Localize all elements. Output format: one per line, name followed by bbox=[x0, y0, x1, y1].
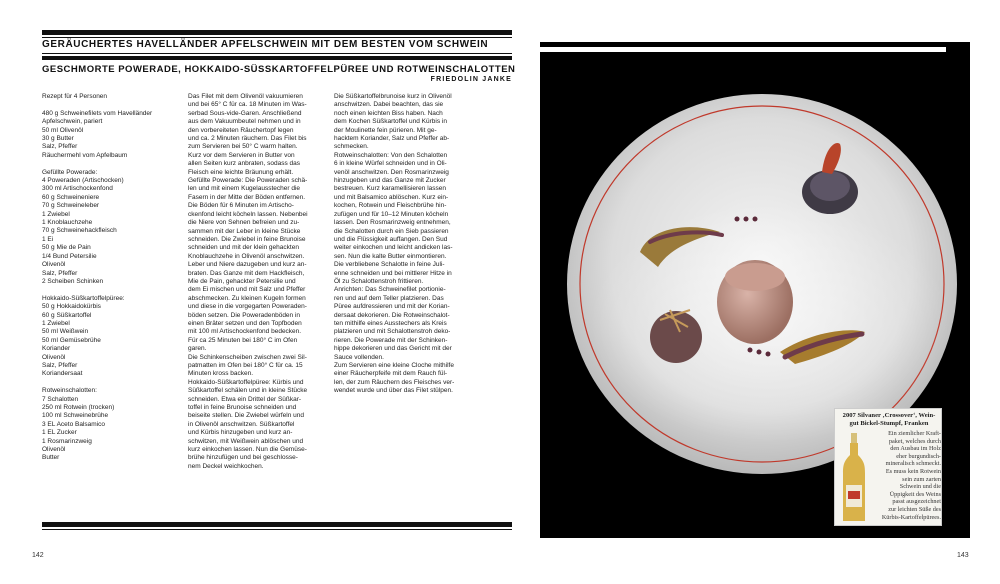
wine-title bbox=[837, 412, 941, 428]
text-line: 1 Rosmarinzweig bbox=[42, 437, 92, 445]
text-line: schmecken. bbox=[334, 143, 369, 151]
text-line: Koriandersaat bbox=[42, 370, 83, 378]
text-line: platzieren und mit Schalottenstroh deko- bbox=[334, 328, 451, 336]
text-line: 1 Zwiebel bbox=[42, 210, 70, 218]
text-line: 50 g Hokkaidokürbis bbox=[42, 303, 101, 311]
top-rule-thin bbox=[42, 37, 512, 38]
text-line: 60 g Süßkartoffel bbox=[42, 311, 92, 319]
text-line: len und mit einem Kugelausstecher die bbox=[188, 185, 301, 193]
text-line: 6 in kleine Würfel schneiden und in Oli- bbox=[334, 160, 447, 168]
text-line: venöl anschwitzen. Den Rosmarinzweig bbox=[334, 168, 449, 176]
text-line: 100 ml Schweinebrühe bbox=[42, 412, 109, 420]
text-line: 7 Schalotten bbox=[42, 395, 79, 403]
sauce-dot bbox=[757, 350, 762, 355]
text-line: ren und auf dem Teller platzieren. Das bbox=[334, 294, 444, 302]
text-line: toffel in feine Brunoise schneiden und bbox=[188, 404, 297, 412]
wine-text-line: paket, welches durch bbox=[888, 437, 941, 445]
page-number-right: 143 bbox=[957, 552, 969, 559]
text-line: noch einen leichten Biss haben. Nach bbox=[334, 109, 443, 117]
text-line: zufügen und für 10–12 Minuten köcheln bbox=[334, 210, 449, 218]
text-line: 2 Scheiben Schinken bbox=[42, 277, 104, 285]
text-line: und bei 65° C für ca. 18 Minuten im Was- bbox=[188, 101, 307, 109]
text-line: schneiden und mit der klein gehackten bbox=[188, 244, 299, 252]
text-line bbox=[42, 379, 172, 387]
text-line: den vorbereiteten Räuchertopf legen bbox=[188, 126, 294, 134]
text-line: patmatten im Ofen bei 180° C für ca. 15 bbox=[188, 362, 303, 369]
wine-text-line: zur leichten Süße des bbox=[888, 505, 941, 513]
wine-text-line: Üppigkeit des Weins bbox=[889, 490, 941, 498]
text-line: Süßkartoffel schälen und in kleine Stücke bbox=[188, 387, 308, 395]
sauce-dot bbox=[744, 217, 749, 222]
text-line: lassen. Den Rosmarinzweig entnehmen, bbox=[334, 219, 451, 227]
text-line: und die Flüssigkeit auffangen. Den Sud bbox=[334, 235, 448, 243]
text-line: Das Filet mit dem Olivenöl vakuumieren bbox=[188, 93, 303, 100]
page-number-left: 142 bbox=[32, 552, 44, 559]
wine-text-line: sein zum zarten bbox=[902, 475, 941, 483]
text-line: Rotweinschalotten: bbox=[42, 387, 97, 395]
top-rule-thick bbox=[42, 30, 512, 35]
text-line: Die Schinkenscheiben zwischen zwei Sil- bbox=[188, 353, 307, 361]
sauce-dot bbox=[766, 352, 771, 357]
text-line: Knoblauchzehe in Olivenöl anschwitzen. bbox=[188, 252, 305, 260]
text-line: die Schalotten durch ein Sieb passieren bbox=[334, 227, 449, 235]
text-line: einen Bräter setzen und den Topfboden bbox=[188, 319, 302, 327]
text-line: 50 ml Olivenöl bbox=[42, 126, 84, 134]
text-line: 50 ml Gemüsebrühe bbox=[42, 336, 101, 344]
panel-stripe-top bbox=[540, 42, 970, 47]
text-line: Olivenöl bbox=[42, 353, 66, 361]
text-line: in Olivenöl anschwitzen. Süßkartoffel bbox=[188, 420, 295, 428]
text-line: Butter bbox=[42, 454, 60, 462]
text-line: 480 g Schweinefilets vom Havelländer bbox=[42, 109, 153, 117]
wine-bottle-image bbox=[839, 433, 869, 523]
text-line: Salz, Pfeffer bbox=[42, 361, 78, 369]
text-line: wendet wurde und über das Filet stülpen. bbox=[334, 387, 453, 395]
text-line: 1/4 Bund Petersilie bbox=[42, 252, 97, 260]
title-rule-thick bbox=[42, 56, 512, 60]
text-line: dem Kochen Süßkartoffel und Kürbis in bbox=[334, 118, 447, 126]
sauce-dot bbox=[748, 348, 753, 353]
text-line: Olivenöl bbox=[42, 446, 66, 453]
text-line: böden setzen. Die Poweradenböden in bbox=[188, 311, 301, 319]
text-line: garen. bbox=[188, 345, 207, 353]
text-line: 1 Knoblauchzehe bbox=[42, 219, 93, 227]
text-line: 1 Zwiebel bbox=[42, 319, 70, 327]
text-line: beiseite stellen. Die Zwiebel würfeln und bbox=[188, 412, 304, 420]
text-line bbox=[42, 160, 172, 168]
wine-text-line: Es muss kein Rotwein bbox=[885, 467, 941, 475]
text-line: kurz einkochen lassen. Nun die Gemüse- bbox=[188, 446, 307, 454]
wine-recommendation bbox=[834, 408, 942, 526]
text-line: 70 g Schweinehackfleisch bbox=[42, 227, 117, 235]
wine-text-line: Schwein und die bbox=[899, 483, 941, 491]
text-line: die Niere von Sehnen befreien und zu- bbox=[188, 219, 300, 227]
sauce-dot bbox=[735, 217, 740, 222]
text-line: Gefüllte Powerade: Die Poweraden schä- bbox=[188, 177, 308, 185]
text-line: Leber und Niere dazugeben und kurz an- bbox=[188, 261, 307, 269]
text-line: 70 g Schweineleber bbox=[42, 202, 100, 210]
text-line: Minuten kross backen. bbox=[188, 370, 254, 378]
text-line: abschmecken. Zu kleinen Kugeln formen bbox=[188, 294, 306, 302]
text-line: und Kürbis hinzugeben und kurz an- bbox=[188, 429, 293, 437]
pork-filet-top bbox=[725, 263, 785, 291]
text-line: bestreuen. Kurz karamellisieren lassen bbox=[334, 185, 446, 193]
text-line: Mie de Pain, gehackter Petersilie und bbox=[188, 277, 296, 285]
bottom-rule-thin bbox=[42, 529, 512, 530]
text-line: Gefüllte Powerade: bbox=[42, 168, 98, 176]
text-line: Öl zu Schalottenstroh frittieren. bbox=[334, 277, 424, 285]
text-line: Salz, Pfeffer bbox=[42, 143, 78, 151]
author-name: FRIEDOLIN JANKE bbox=[430, 76, 512, 83]
text-line: Fasern in der Mitte der Böden entfernen. bbox=[188, 193, 306, 201]
text-line: und mit Balsamico ablöschen. Kurz ein- bbox=[334, 193, 449, 201]
text-line: Räuchermehl vom Apfelbaum bbox=[42, 151, 128, 159]
text-line: 1 EL Zucker bbox=[42, 429, 77, 437]
text-line: einer Räucherpfeife mit dem Rauch fül- bbox=[334, 370, 448, 378]
text-line: Rezept für 4 Personen bbox=[42, 93, 108, 100]
text-line: Fleisch eine leichte Bräunung erhält. bbox=[188, 168, 294, 176]
text-line: braten. Das Ganze mit dem Hackfleisch, bbox=[188, 269, 305, 277]
wine-title-line-2: gut Bickel-Stumpf, Franken bbox=[849, 420, 929, 427]
text-line bbox=[42, 286, 172, 294]
text-line: Die Süßkartoffelbrunoise kurz in Olivenöl bbox=[334, 93, 452, 100]
wine-text-line: mineralisch schmeckt. bbox=[885, 460, 941, 468]
text-line: der Moulinette fein pürieren. Mit ge- bbox=[334, 126, 437, 134]
text-line: Hokkaido-Süßkartoffelpüree: bbox=[42, 294, 125, 302]
text-line: 250 ml Rotwein (trocken) bbox=[42, 403, 115, 411]
text-line: mit 100 ml Artischockenfond bedecken. bbox=[188, 328, 302, 336]
text-line: serbad Sous-vide-Garen. Anschließend bbox=[188, 109, 302, 117]
text-line: 60 g Schweineniere bbox=[42, 193, 100, 201]
wine-description bbox=[873, 430, 941, 521]
title-rule bbox=[42, 53, 512, 54]
text-line: rieren. Die Powerade mit der Schinken- bbox=[334, 336, 448, 344]
text-line: ckenfond leicht köcheln lassen. Nebenbei bbox=[188, 210, 308, 218]
text-line: kochen, Rotwein und Fleischbrühe hin- bbox=[334, 202, 447, 210]
text-line: nem Deckel weichkochen. bbox=[188, 462, 264, 470]
bottom-rule-thick bbox=[42, 522, 512, 527]
ingredients-column bbox=[42, 93, 172, 463]
shallot-ring bbox=[650, 311, 702, 363]
text-line: hippe dekorieren und das Gericht mit der bbox=[334, 345, 452, 353]
wine-text-line: eher burgundisch- bbox=[896, 452, 941, 460]
text-line: ten mithilfe eines Ausstechers als Kreis bbox=[334, 319, 447, 327]
text-line: Apfelschwein, pariert bbox=[42, 118, 103, 126]
text-line: Salz, Pfeffer bbox=[42, 269, 78, 277]
wine-title-line-1: 2007 Silvaner ‚Crossover‘, Wein- bbox=[842, 412, 936, 419]
text-line: Kurz vor dem Servieren in Butter von bbox=[188, 151, 295, 159]
text-line: 1 Ei bbox=[42, 235, 54, 243]
text-line: zum Servieren bei 50° C warm halten. bbox=[188, 143, 298, 151]
text-line: und ca. 2 Minuten räuchern. Das Filet bis bbox=[188, 135, 307, 143]
wine-text-line: den Ausbau im Holz bbox=[890, 445, 941, 453]
text-line: Für ca 25 Minuten bei 180° C im Ofen bbox=[188, 336, 298, 344]
text-line: 3 EL Aceto Balsamico bbox=[42, 420, 105, 428]
text-line: schwitzen, mit Weißwein ablöschen und bbox=[188, 437, 304, 445]
text-line: 4 Poweraden (Artischocken) bbox=[42, 177, 124, 185]
text-line: allen Seiten kurz anbraten, sodass das bbox=[188, 160, 301, 168]
method-column-1 bbox=[188, 93, 318, 471]
text-line: aus dem Vakuumbeutel nehmen und in bbox=[188, 118, 301, 126]
text-line: 50 ml Weißwein bbox=[42, 328, 89, 336]
text-line: brühe hinzufügen und bei geschlosse- bbox=[188, 454, 298, 462]
text-line: Hokkaido-Süßkartoffelpüree: Kürbis und bbox=[188, 378, 304, 386]
text-line bbox=[42, 101, 172, 109]
wine-text-line: Kürbis-Kartoffelpürees. bbox=[881, 513, 941, 521]
text-line: hacktem Koriander, Salz und Pfeffer ab- bbox=[334, 135, 450, 143]
text-line: dersaat dekorieren. Die Rotweinschalot- bbox=[334, 311, 450, 319]
text-line: Anrichten: Das Schweinefilet portionie- bbox=[334, 286, 446, 294]
method-column-2 bbox=[334, 93, 464, 396]
text-line: schneiden. Die Zwiebel in feine Brunoise bbox=[188, 235, 306, 243]
text-line: Olivenöl bbox=[42, 261, 66, 269]
text-line: 300 ml Artischockenfond bbox=[42, 185, 113, 193]
wine-text-line: passt ausgezeichnet bbox=[892, 498, 941, 506]
text-line: Püree aufdressieren und mit der Korian- bbox=[334, 303, 450, 311]
text-line: dem Ei mischen und mit Salz und Pfeffer bbox=[188, 286, 306, 294]
wine-text-line: Ein ziemlicher Kraft- bbox=[888, 430, 941, 437]
text-line: Die Böden für 6 Minuten im Artischo- bbox=[188, 202, 294, 210]
text-line: 30 g Butter bbox=[42, 135, 74, 143]
text-line: Die verbliebene Schalotte in feine Juli- bbox=[334, 261, 445, 269]
text-line: anschwitzen. Dabei beachten, das sie bbox=[334, 101, 444, 109]
text-line: und diese in die vorgegarten Poweraden- bbox=[188, 303, 307, 311]
text-line: sammen mit der Leber in kleine Stücke bbox=[188, 227, 301, 235]
text-line: weiter einkochen und leicht andicken las- bbox=[334, 244, 453, 252]
recipe-title: GERÄUCHERTES HAVELLÄNDER APFELSCHWEIN MIT DEM BESTEN VOM SCHWEIN bbox=[42, 39, 489, 50]
text-line: Koriander bbox=[42, 345, 71, 353]
artichoke-filling bbox=[810, 171, 850, 201]
text-line: enne schneiden und bei mittlerer Hitze in bbox=[334, 269, 452, 277]
text-line: Zum Servieren eine kleine Cloche mithilfe bbox=[334, 362, 454, 369]
text-line: schneiden. Etwa ein Drittel der Süßkar- bbox=[188, 395, 302, 403]
text-line: sen. Nun die kalte Butter einmontieren. bbox=[334, 252, 447, 260]
sauce-dot bbox=[753, 217, 758, 222]
text-line: Sauce vollenden. bbox=[334, 353, 384, 361]
text-line: Rotweinschalotten: Von den Schalotten bbox=[334, 151, 448, 159]
text-line: hinzugeben und das Ganze mit Zucker bbox=[334, 177, 446, 185]
text-line: 50 g Mie de Pain bbox=[42, 244, 91, 252]
recipe-subtitle: GESCHMORTE POWERADE, HOKKAIDO-SÜSSKARTOFFELPÜREE UND ROTWEINSCHALOTTEN bbox=[42, 64, 516, 75]
text-line: len, der zum Räuchern des Fleisches ver- bbox=[334, 378, 455, 386]
